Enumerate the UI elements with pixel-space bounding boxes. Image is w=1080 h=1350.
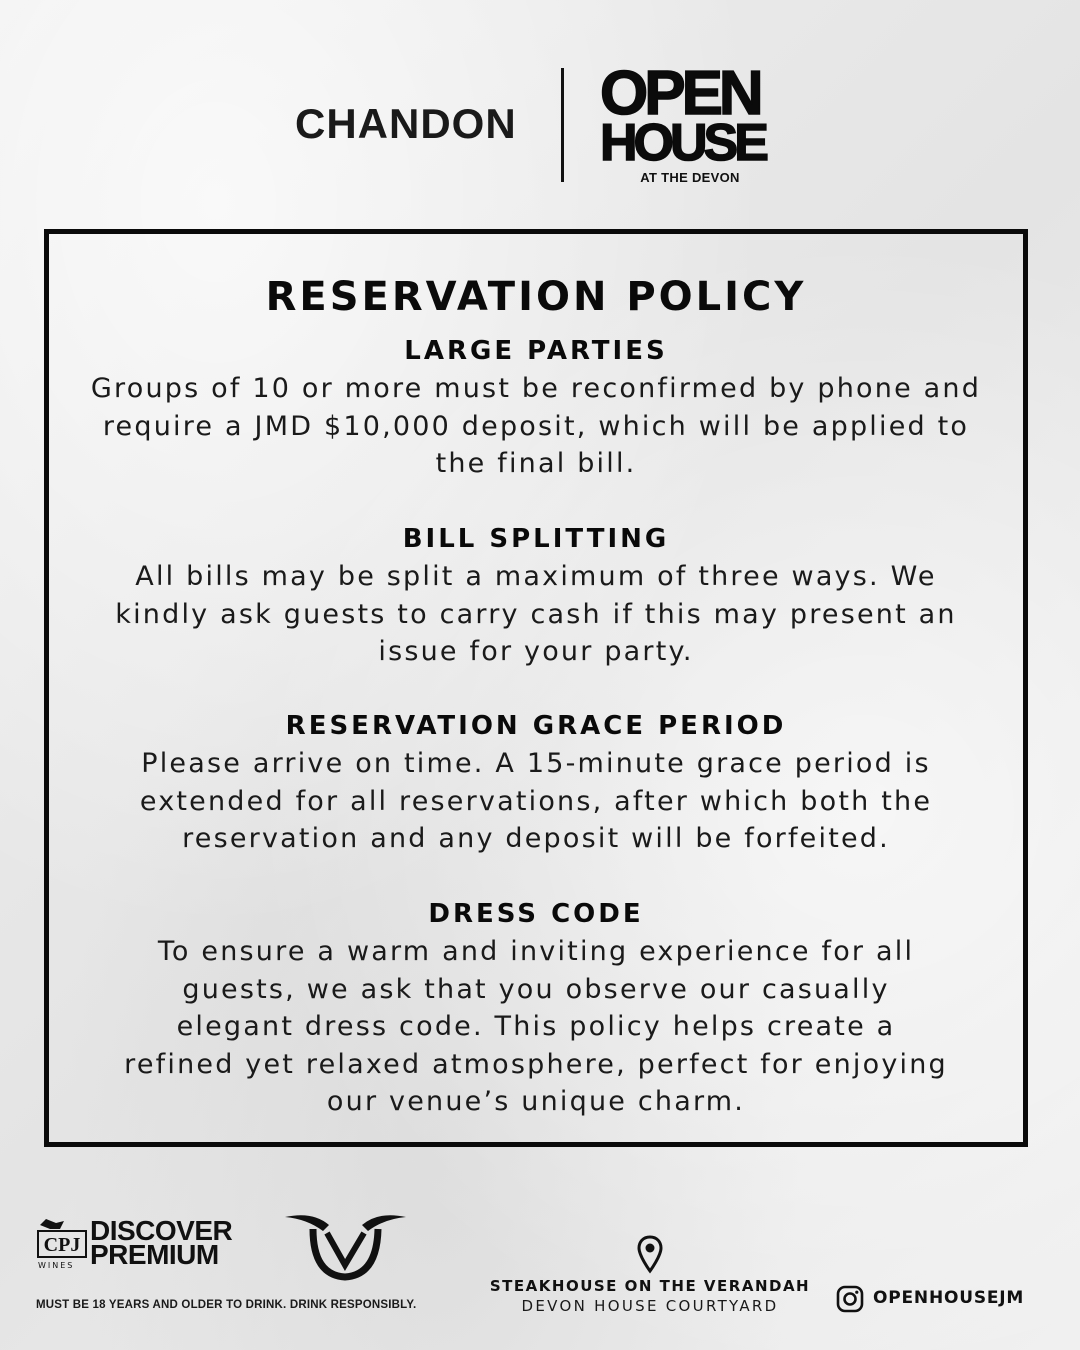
location-pin-icon <box>637 1235 663 1275</box>
bull-horns-logo-icon <box>283 1203 408 1283</box>
open-house-logo-line1: OPEN <box>600 59 760 128</box>
policy-title: RESERVATION POLICY <box>265 274 807 320</box>
section-body: All bills may be split a maximum of three ways. We kindly ask guests to carry cash if this may present an issue for your party. <box>115 561 957 667</box>
section-heading: RESERVATION GRACE PERIOD <box>285 711 787 741</box>
section-body: Please arrive on time. A 15-minute grace period is extended for all reservations, after which both the reservation and any deposit will be forfeited. <box>139 748 933 854</box>
footer <box>0 1195 1080 1350</box>
cpj-wines-label: WINES <box>38 1261 75 1270</box>
discover-premium-logo <box>36 1209 256 1269</box>
chandon-logo-text: CHANDON <box>295 100 517 147</box>
instagram-icon <box>836 1285 864 1313</box>
section-dress-code <box>79 897 993 1121</box>
sponsor-line2: PREMIUM <box>90 1239 219 1270</box>
open-house-logo <box>600 59 790 185</box>
reservation-policy-box <box>44 229 1028 1147</box>
instagram-handle[interactable]: OPENHOUSEJM <box>873 1288 1025 1308</box>
venue-location: DEVON HOUSE COURTYARD <box>521 1297 779 1315</box>
cpj-mark-text: CPJ <box>43 1234 81 1256</box>
discover-premium-text <box>90 1215 233 1270</box>
drink-responsibly-disclaimer: MUST BE 18 YEARS AND OLDER TO DRINK. DRINK RESPONSIBLY. <box>36 1299 417 1311</box>
section-grace-period <box>79 709 993 858</box>
section-large-parties <box>79 334 993 483</box>
section-heading: LARGE PARTIES <box>404 336 668 366</box>
open-house-tagline: AT THE DEVON <box>640 170 740 185</box>
header <box>0 60 1080 190</box>
header-divider <box>561 68 564 182</box>
section-heading: BILL SPLITTING <box>402 524 670 554</box>
venue-info <box>480 1235 820 1315</box>
section-bill-splitting <box>79 522 993 671</box>
section-body: To ensure a warm and inviting experience for all guests, we ask that you observe our casually elegant dress code. This policy helps create a refined yet relaxed atmosphere, perfect for enjoying our venue’s unique charm. <box>124 936 948 1117</box>
section-body: Groups of 10 or more must be reconfirmed by phone and require a JMD $10,000 deposit, which will be applied to the final bill. <box>90 373 982 479</box>
open-house-logo-line2: HOUSE <box>600 114 765 172</box>
section-heading: DRESS CODE <box>428 899 644 929</box>
venue-name: STEAKHOUSE ON THE VERANDAH <box>489 1277 811 1295</box>
sponsor-line1: DISCOVER <box>90 1215 233 1246</box>
